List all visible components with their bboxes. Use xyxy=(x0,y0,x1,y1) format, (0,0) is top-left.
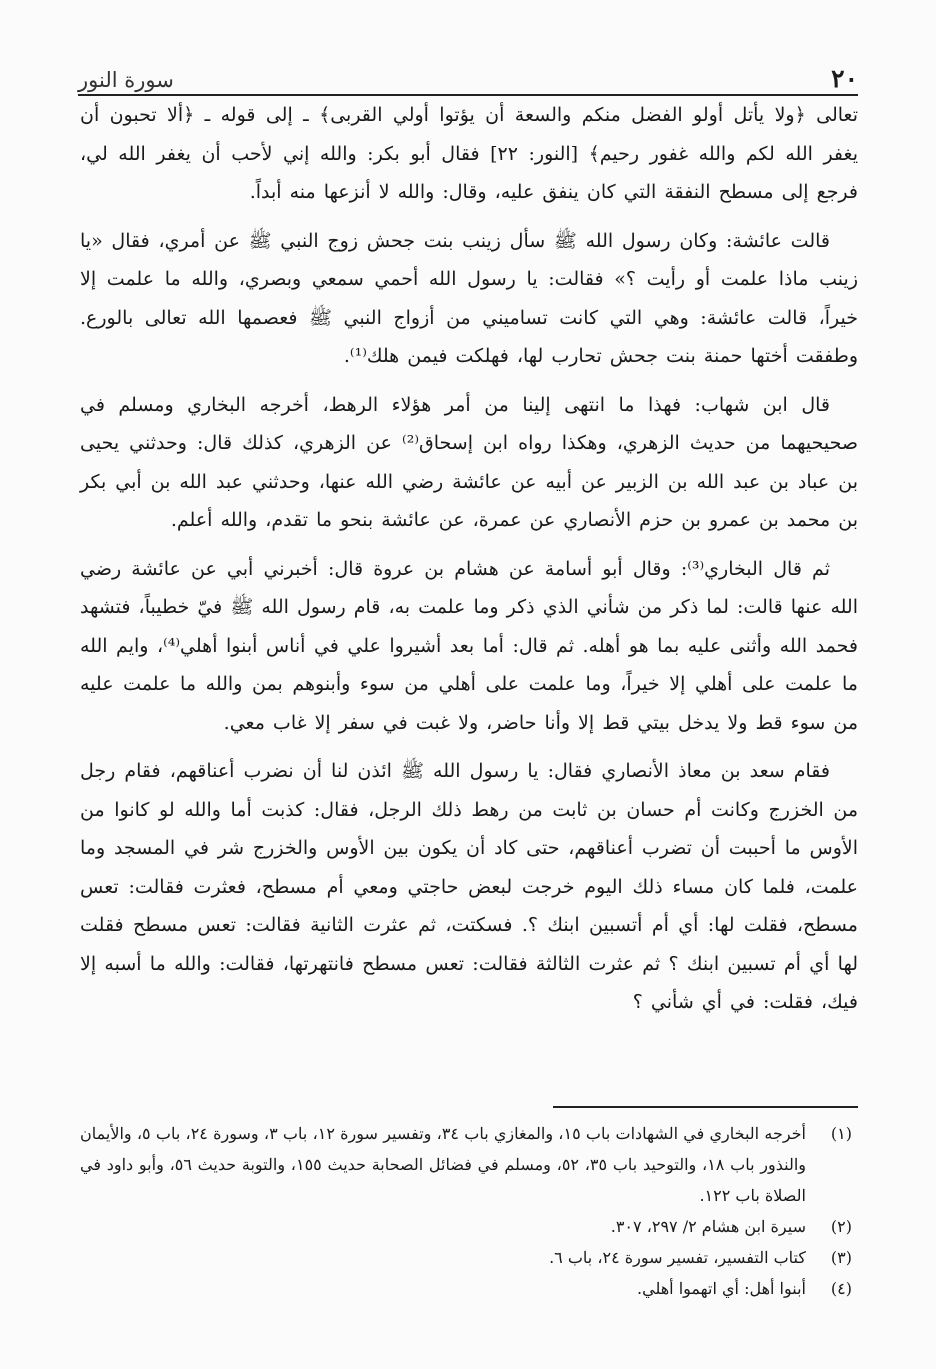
page-header xyxy=(78,58,858,96)
footnote-text: أبنوا أهل: أي اتهموا أهلي. xyxy=(637,1279,806,1298)
footnote xyxy=(80,1211,858,1242)
footnote-text: كتاب التفسير، تفسير سورة ٢٤، باب ٦. xyxy=(549,1248,806,1267)
footnote-number: (١) xyxy=(830,1124,852,1143)
page-number: ٢٠ xyxy=(831,64,858,93)
footnote xyxy=(80,1242,858,1273)
paragraph: فقام سعد بن معاذ الأنصاري فقال: يا رسول الله ﷺ ائذن لنا أن نضرب أعناقهم، فقام رجل من الخزرج وكانت أم حسان بن ثابت من رهط ذلك الرجل، فقال: كذبت أما والله لو كانوا من الأوس ما أحببت أن تضرب أعناقهم، حتى كاد أن يكون بين الأوس والخزرج شر في المسجد وما علمت، فلما كان مساء ذلك اليوم خرجت لبعض حاجتي ومعي أم مسطح، فعثرت فقالت: تعس مسطح، فقلت لها: أي أم أتسبين ابنك ؟. فسكتت، ثم عثرت الثانية فقالت: تعس مسطح فقلت لها أي أم تسبين ابنك ؟ ثم عثرت الثالثة فقالت: تعس مسطح فانتهرتها، فقالت: والله ما أسبه إلا فيك، فقلت: في أي شأني ؟ xyxy=(80,760,858,1013)
footnote xyxy=(80,1273,858,1304)
footnote-text: أخرجه البخاري في الشهادات باب ١٥، والمغازي باب ٣٤، وتفسير سورة ١٢، باب ٣، وسورة ٢٤، باب ٥، والأيمان والنذور باب ١٨، والتوحيد باب ٣٥، ٥٢، ومسلم في فضائل الصحابة حديث ١٥٥، والتوبة حديث ٥٦، وأبو داود في الصلاة باب ١٢٢. xyxy=(80,1124,807,1205)
footnote-number: (٤) xyxy=(830,1279,852,1298)
paragraph: قال ابن شهاب: فهذا ما انتهى إلينا من أمر هؤلاء الرهط، أخرجه البخاري ومسلم في صحيحيهما من حديث الزهري، وهكذا رواه ابن إسحاق⁽²⁾ عن الزهري، كذلك قال: وحدثني يحيى بن عباد بن عبد الله بن الزبير عن أبيه عن عائشة رضي الله عنها، وحدثني عبد الله بن أبي بكر بن محمد بن عمرو بن حزم الأنصاري عن عمرة، عن عائشة بنحو ما تقدم، والله أعلم. xyxy=(80,393,858,531)
footnote-text: سيرة ابن هشام ٢/ ٢٩٧، ٣٠٧. xyxy=(610,1217,806,1236)
paragraph: تعالى ﴿ولا يأتل أولو الفضل منكم والسعة أن يؤتوا أولي القربى﴾ ـ إلى قوله ـ ﴿ألا تحبون أن يغفر الله لكم والله غفور رحيم﴾ [النور: ٢٢] فقال أبو بكر: والله إني لأحب أن يغفر الله لي، فرجع إلى مسطح النفقة التي كان ينفق عليه، وقال: والله لا أنزعها منه أبداً. xyxy=(80,104,859,203)
paragraph: ثم قال البخاري⁽³⁾: وقال أبو أسامة عن هشام بن عروة قال: أخبرني أبي عن عائشة رضي الله عنها قالت: لما ذكر من شأني الذي ذكر وما علمت به، قام رسول الله ﷺ فيّ خطيباً، فتشهد فحمد الله وأثنى عليه بما هو أهله. ثم قال: أما بعد أشيروا علي في أناس أبنوا أهلي⁽⁴⁾، وايم الله ما علمت على أهلي إلا خيراً، وما علمت على أهلي من سوء وأبنوهم بمن والله ما علمت عليه من سوء قط ولا يدخل بيتي قط إلا وأنا حاضر، ولا غبت في سفر إلا غاب معي. xyxy=(80,557,858,734)
footnote-number: (٢) xyxy=(830,1217,852,1236)
footnote-divider xyxy=(553,1106,858,1108)
running-title: سورة النور xyxy=(78,68,174,92)
footnote xyxy=(80,1118,858,1211)
main-text xyxy=(80,96,858,1022)
footnote-number: (٣) xyxy=(830,1248,852,1267)
paragraph: قالت عائشة: وكان رسول الله ﷺ سأل زينب بنت جحش زوج النبي ﷺ عن أمري، فقال «يا زينب ماذا علمت أو رأيت ؟» فقالت: يا رسول الله أحمي سمعي وبصري، والله ما علمت إلا خيراً، قالت عائشة: وهي التي كانت تساميني من أزواج النبي ﷺ فعصمها الله تعالى بالورع. وطفقت أختها حمنة بنت جحش تحارب لها، فهلكت فيمن هلك⁽¹⁾. xyxy=(80,229,858,367)
footnotes xyxy=(80,1118,858,1304)
